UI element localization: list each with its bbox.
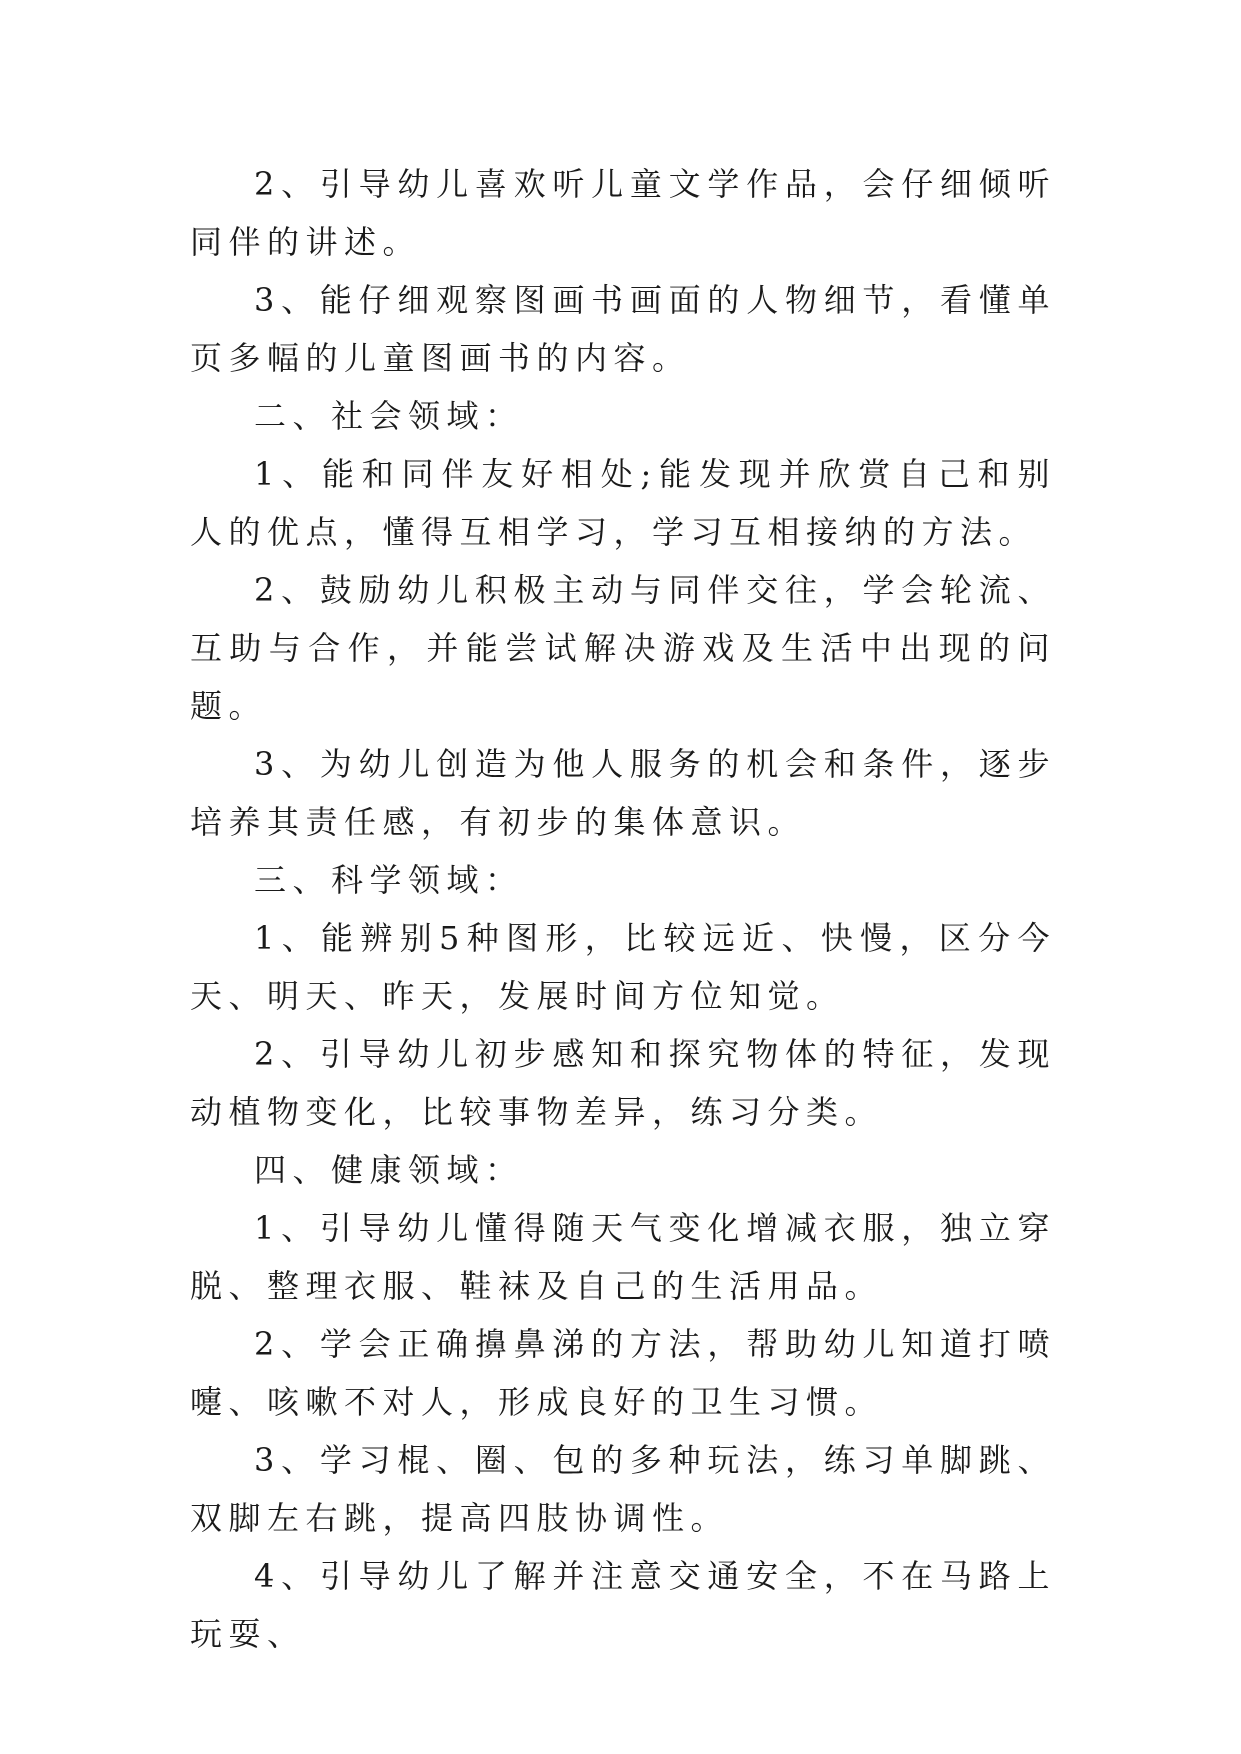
paragraph: 4、引导幼儿了解并注意交通安全，不在马路上玩耍、 bbox=[190, 1557, 1056, 1653]
paragraph: 2、学会正确擤鼻涕的方法，帮助幼儿知道打喷嚏、咳嗽不对人，形成良好的卫生习惯。 bbox=[190, 1325, 1056, 1421]
section-heading: 二、社会领域： bbox=[254, 397, 524, 435]
paragraph: 2、鼓励幼儿积极主动与同伴交往，学会轮流、互助与合作，并能尝试解决游戏及生活中出现的问题。 bbox=[190, 571, 1056, 725]
paragraph: 1、能辨别5种图形，比较远近、快慢，区分今天、明天、昨天，发展时间方位知觉。 bbox=[190, 919, 1056, 1015]
paragraph: 2、引导幼儿初步感知和探究物体的特征，发现动植物变化，比较事物差异，练习分类。 bbox=[190, 1035, 1056, 1131]
paragraph: 1、能和同伴友好相处;能发现并欣赏自己和别人的优点，懂得互相学习，学习互相接纳的方法。 bbox=[190, 455, 1056, 551]
section-heading: 三、科学领域： bbox=[254, 861, 524, 899]
document-body bbox=[190, 155, 1056, 1663]
paragraph: 1、引导幼儿懂得随天气变化增减衣服，独立穿脱、整理衣服、鞋袜及自己的生活用品。 bbox=[190, 1209, 1056, 1305]
section-heading: 四、健康领域： bbox=[254, 1151, 524, 1189]
paragraph: 3、能仔细观察图画书画面的人物细节，看懂单页多幅的儿童图画书的内容。 bbox=[190, 281, 1056, 377]
paragraph: 3、为幼儿创造为他人服务的机会和条件，逐步培养其责任感，有初步的集体意识。 bbox=[190, 745, 1056, 841]
paragraph: 2、引导幼儿喜欢听儿童文学作品，会仔细倾听同伴的讲述。 bbox=[190, 165, 1056, 261]
paragraph: 3、学习棍、圈、包的多种玩法，练习单脚跳、双脚左右跳，提高四肢协调性。 bbox=[190, 1441, 1056, 1537]
